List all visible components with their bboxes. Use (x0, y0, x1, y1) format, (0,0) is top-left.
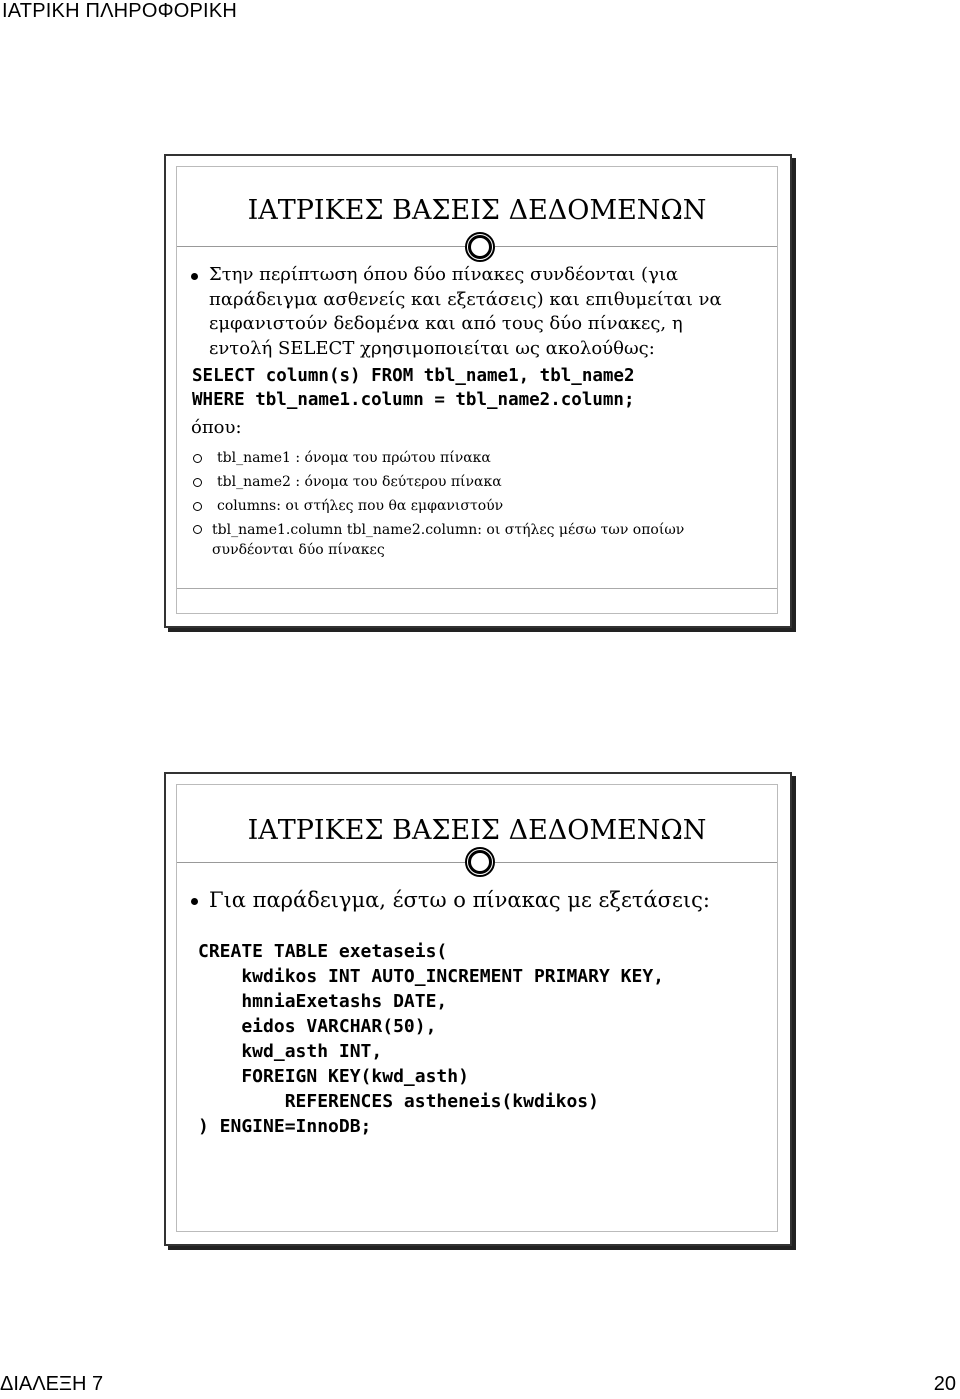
list-item: tbl_name2 : όνομα του δεύτερου πίνακα (193, 470, 767, 494)
slide-1-footer-bar (177, 588, 777, 613)
page-number: 20 (933, 1373, 956, 1395)
slide-2-code-line-7: REFERENCES astheneis(kwdikos) (198, 1091, 599, 1112)
slide-2-ornament-icon (465, 847, 495, 877)
page-footer-lecture: ΔΙΑΛΕΞΗ 7 (0, 1373, 104, 1395)
list-item: columns: οι στήλες που θα εμφανιστούν (193, 494, 767, 518)
slide-1-where-label: όπου: (191, 417, 242, 438)
bullet-icon (191, 273, 198, 280)
circle-bullet-icon (193, 454, 202, 463)
slide-2-bullet-text: Για παράδειγμα, έστω ο πίνακας με εξετάσεις: (209, 888, 710, 912)
list-item: tbl_name1.column tbl_name2.column: οι στήλες μέσω των οποίων συνδέονται δύο πίνακες (193, 520, 767, 560)
slide-1-code-line-1: SELECT column(s) FROM tbl_name1, tbl_name2 (192, 366, 635, 386)
slide-1-ornament-icon (465, 232, 495, 262)
slide-1-bullet (191, 263, 751, 361)
slide-2-code-line-6: FOREIGN KEY(kwd_asth) (198, 1066, 469, 1087)
slide-2-title: ΙΑΤΡΙΚΕΣ ΒΑΣΕΙΣ ΔΕΔΟΜΕΝΩΝ (247, 815, 707, 846)
list-item: tbl_name1 : όνομα του πρώτου πίνακα (193, 446, 767, 470)
circle-bullet-icon (193, 478, 202, 487)
slide-1-bullet-text: Στην περίπτωση όπου δύο πίνακες συνδέονται (για παράδειγμα ασθενείς και εξετάσεις) και επιθυμείται να εμφανιστούν δεδομένα και από τους δύο πίνακες, η εντολή SELECT χρησιμοποιείται ως ακολούθως: (209, 264, 722, 359)
slide-1-sub-list (193, 446, 767, 560)
page-header: ΙΑΤΡΙΚΗ ΠΛΗΡΟΦΟΡΙΚΗ (2, 0, 238, 22)
slide-2-code-line-3: hmniaExetashs DATE, (198, 991, 448, 1012)
slide-2-code-line-4: eidos VARCHAR(50), (198, 1016, 437, 1037)
slide-1-frame (176, 166, 778, 614)
slide-2-code-line-1: CREATE TABLE exetaseis( (198, 941, 448, 962)
slide-2-bullet (191, 885, 751, 915)
circle-bullet-icon (193, 502, 202, 511)
circle-bullet-icon (193, 525, 202, 534)
slide-1-title: ΙΑΤΡΙΚΕΣ ΒΑΣΕΙΣ ΔΕΔΟΜΕΝΩΝ (247, 195, 707, 226)
slide-2-code-line-8: ) ENGINE=InnoDB; (198, 1116, 372, 1137)
slide-2-code-line-5: kwd_asth INT, (198, 1041, 383, 1062)
slide-1-code-line-2: WHERE tbl_name1.column = tbl_name2.column; (192, 390, 635, 410)
slide-2-frame (176, 784, 778, 1232)
slide-2-code-line-2: kwdikos INT AUTO_INCREMENT PRIMARY KEY, (198, 966, 664, 987)
slide-1 (164, 154, 792, 628)
bullet-icon (191, 898, 198, 905)
slide-2 (164, 772, 792, 1246)
